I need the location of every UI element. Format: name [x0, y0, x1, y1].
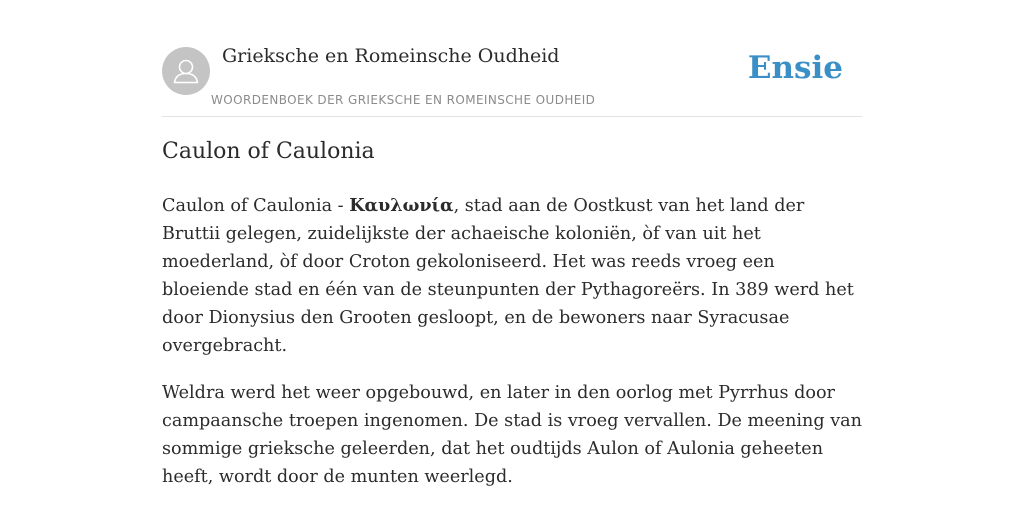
entry-lead: Caulon of Caulonia - [162, 196, 350, 216]
entry-paragraph [162, 192, 862, 360]
source-title[interactable]: Grieksche en Romeinsche Oudheid [222, 45, 560, 67]
entry-body [162, 192, 862, 510]
source-subtitle: WOORDENBOEK DER GRIEKSCHE EN ROMEINSCHE OUDHEID [211, 93, 596, 107]
entry-text: , stad aan de Oostkust van het land der Bruttii gelegen, zuidelijkste der achaeische koloniën, òf van uit het moederland, òf door Croton gekoloniseerd. Het was reeds vroeg een bloeiende stad en één van de steunpunten der Pythagoreërs. In 389 werd het door Dionysius den Grooten gesloopt, en de bewoners naar Syracusae overgebracht. [162, 196, 854, 356]
greek-term: Καυλωνία [349, 195, 454, 216]
brand-logo[interactable]: Ensie [747, 50, 843, 86]
header [162, 0, 862, 117]
entry-title: Caulon of Caulonia [162, 139, 375, 164]
avatar[interactable] [162, 47, 210, 95]
entry-paragraph: Weldra werd het weer opgebouwd, en later in den oorlog met Pyrrhus door campaansche troepen ingenomen. De stad is vroeg vervallen. De meening van sommige grieksche geleerden, dat het oudtijds Aulon of Aulonia geheeten heeft, wordt door de munten weerlegd. [162, 383, 862, 487]
user-icon [162, 47, 210, 95]
page [162, 0, 862, 487]
